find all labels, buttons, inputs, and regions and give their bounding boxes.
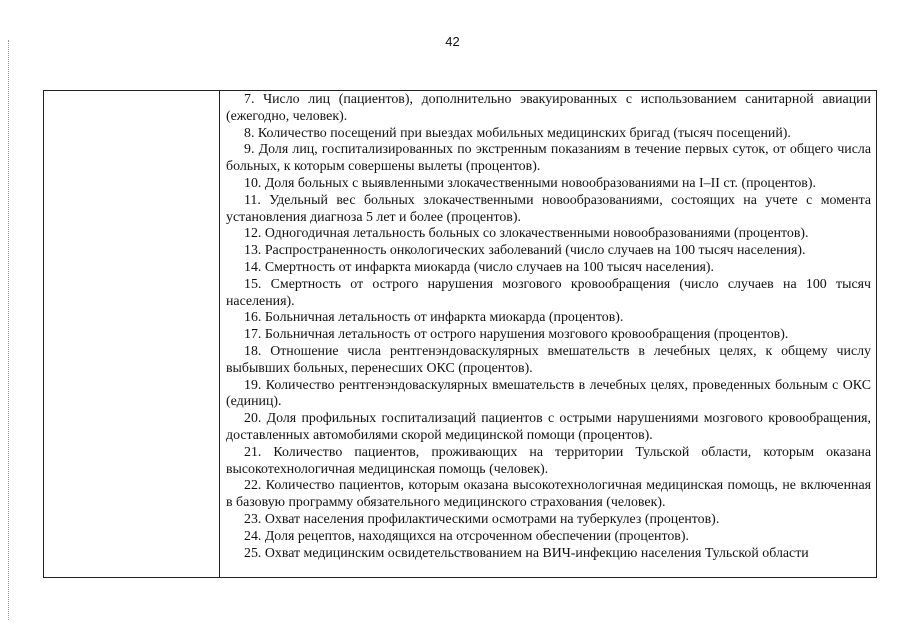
indicator-item: 16. Больничная летальность от инфаркта миокарда (процентов). bbox=[244, 310, 624, 326]
indicator-table bbox=[43, 90, 877, 578]
binding-margin-marks bbox=[8, 40, 11, 620]
indicator-item: 19. Количество рентгенэндоваскулярных вмешательств в лечебных целях, проведенных больным с ОКС (единиц). bbox=[226, 377, 871, 410]
indicator-item: 7. Число лиц (пациентов), дополнительно эвакуированных с использованием санитарной авиации (ежегодно, человек). bbox=[226, 92, 871, 124]
indicator-item: 15. Смертность от острого нарушения мозгового кровообращения (число случаев на 100 тысяч населения). bbox=[226, 276, 871, 309]
page-number: 42 bbox=[445, 34, 460, 49]
table-left-column bbox=[44, 91, 220, 577]
indicator-item: 17. Больничная летальность от острого нарушения мозгового кровообращения (процентов). bbox=[244, 327, 789, 343]
indicator-item: 12. Одногодичная летальность больных со злокачественными новообразованиями (процентов). bbox=[244, 226, 809, 242]
indicator-item: 11. Удельный вес больных злокачественными новообразованиями, состоящих на учете с момента установления диагноза 5 лет и более (процентов). bbox=[226, 192, 871, 225]
indicator-item: 14. Смертность от инфаркта миокарда (число случаев на 100 тысяч населения). bbox=[244, 259, 715, 275]
indicator-item: 25. Охват медицинским освидетельствованием на ВИЧ-инфекцию населения Тульской области bbox=[244, 545, 809, 561]
indicator-item: 21. Количество пациентов, проживающих на территории Тульской области, которым оказана высокотехнологичная медицинская помощь (человек). bbox=[226, 444, 871, 477]
indicator-item: 22. Количество пациентов, которым оказана высокотехнологичная медицинская помощь, не включенная в базовую программу обязательного медицинского страхования (человек). bbox=[226, 478, 871, 511]
indicator-item: 24. Доля рецептов, находящихся на отсроченном обеспечении (процентов). bbox=[244, 528, 689, 544]
table-right-column bbox=[220, 91, 876, 577]
indicator-item: 23. Охват населения профилактическими осмотрами на туберкулез (процентов). bbox=[244, 511, 720, 527]
indicator-item: 8. Количество посещений при выездах мобильных медицинских бригад (тысяч посещений). bbox=[244, 125, 791, 141]
indicator-item: 10. Доля больных с выявленными злокачественными новообразованиями на I–II ст. (процентов). bbox=[244, 175, 816, 191]
indicator-item: 9. Доля лиц, госпитализированных по экстренным показаниям в течение первых суток, от общего числа больных, к которым совершены вылеты (процентов). bbox=[226, 142, 871, 175]
indicator-item: 13. Распространенность онкологических заболеваний (число случаев на 100 тысяч населения). bbox=[244, 243, 806, 259]
indicator-item: 18. Отношение числа рентгенэндоваскулярных вмешательств в лечебных целях, к общему числу выбывших больных, перенесших ОКС (процентов). bbox=[226, 343, 871, 376]
indicator-item: 20. Доля профильных госпитализаций пациентов с острыми нарушениями мозгового кровообращения, доставленных автомобилями скорой медицинской помощи (процентов). bbox=[226, 411, 871, 443]
